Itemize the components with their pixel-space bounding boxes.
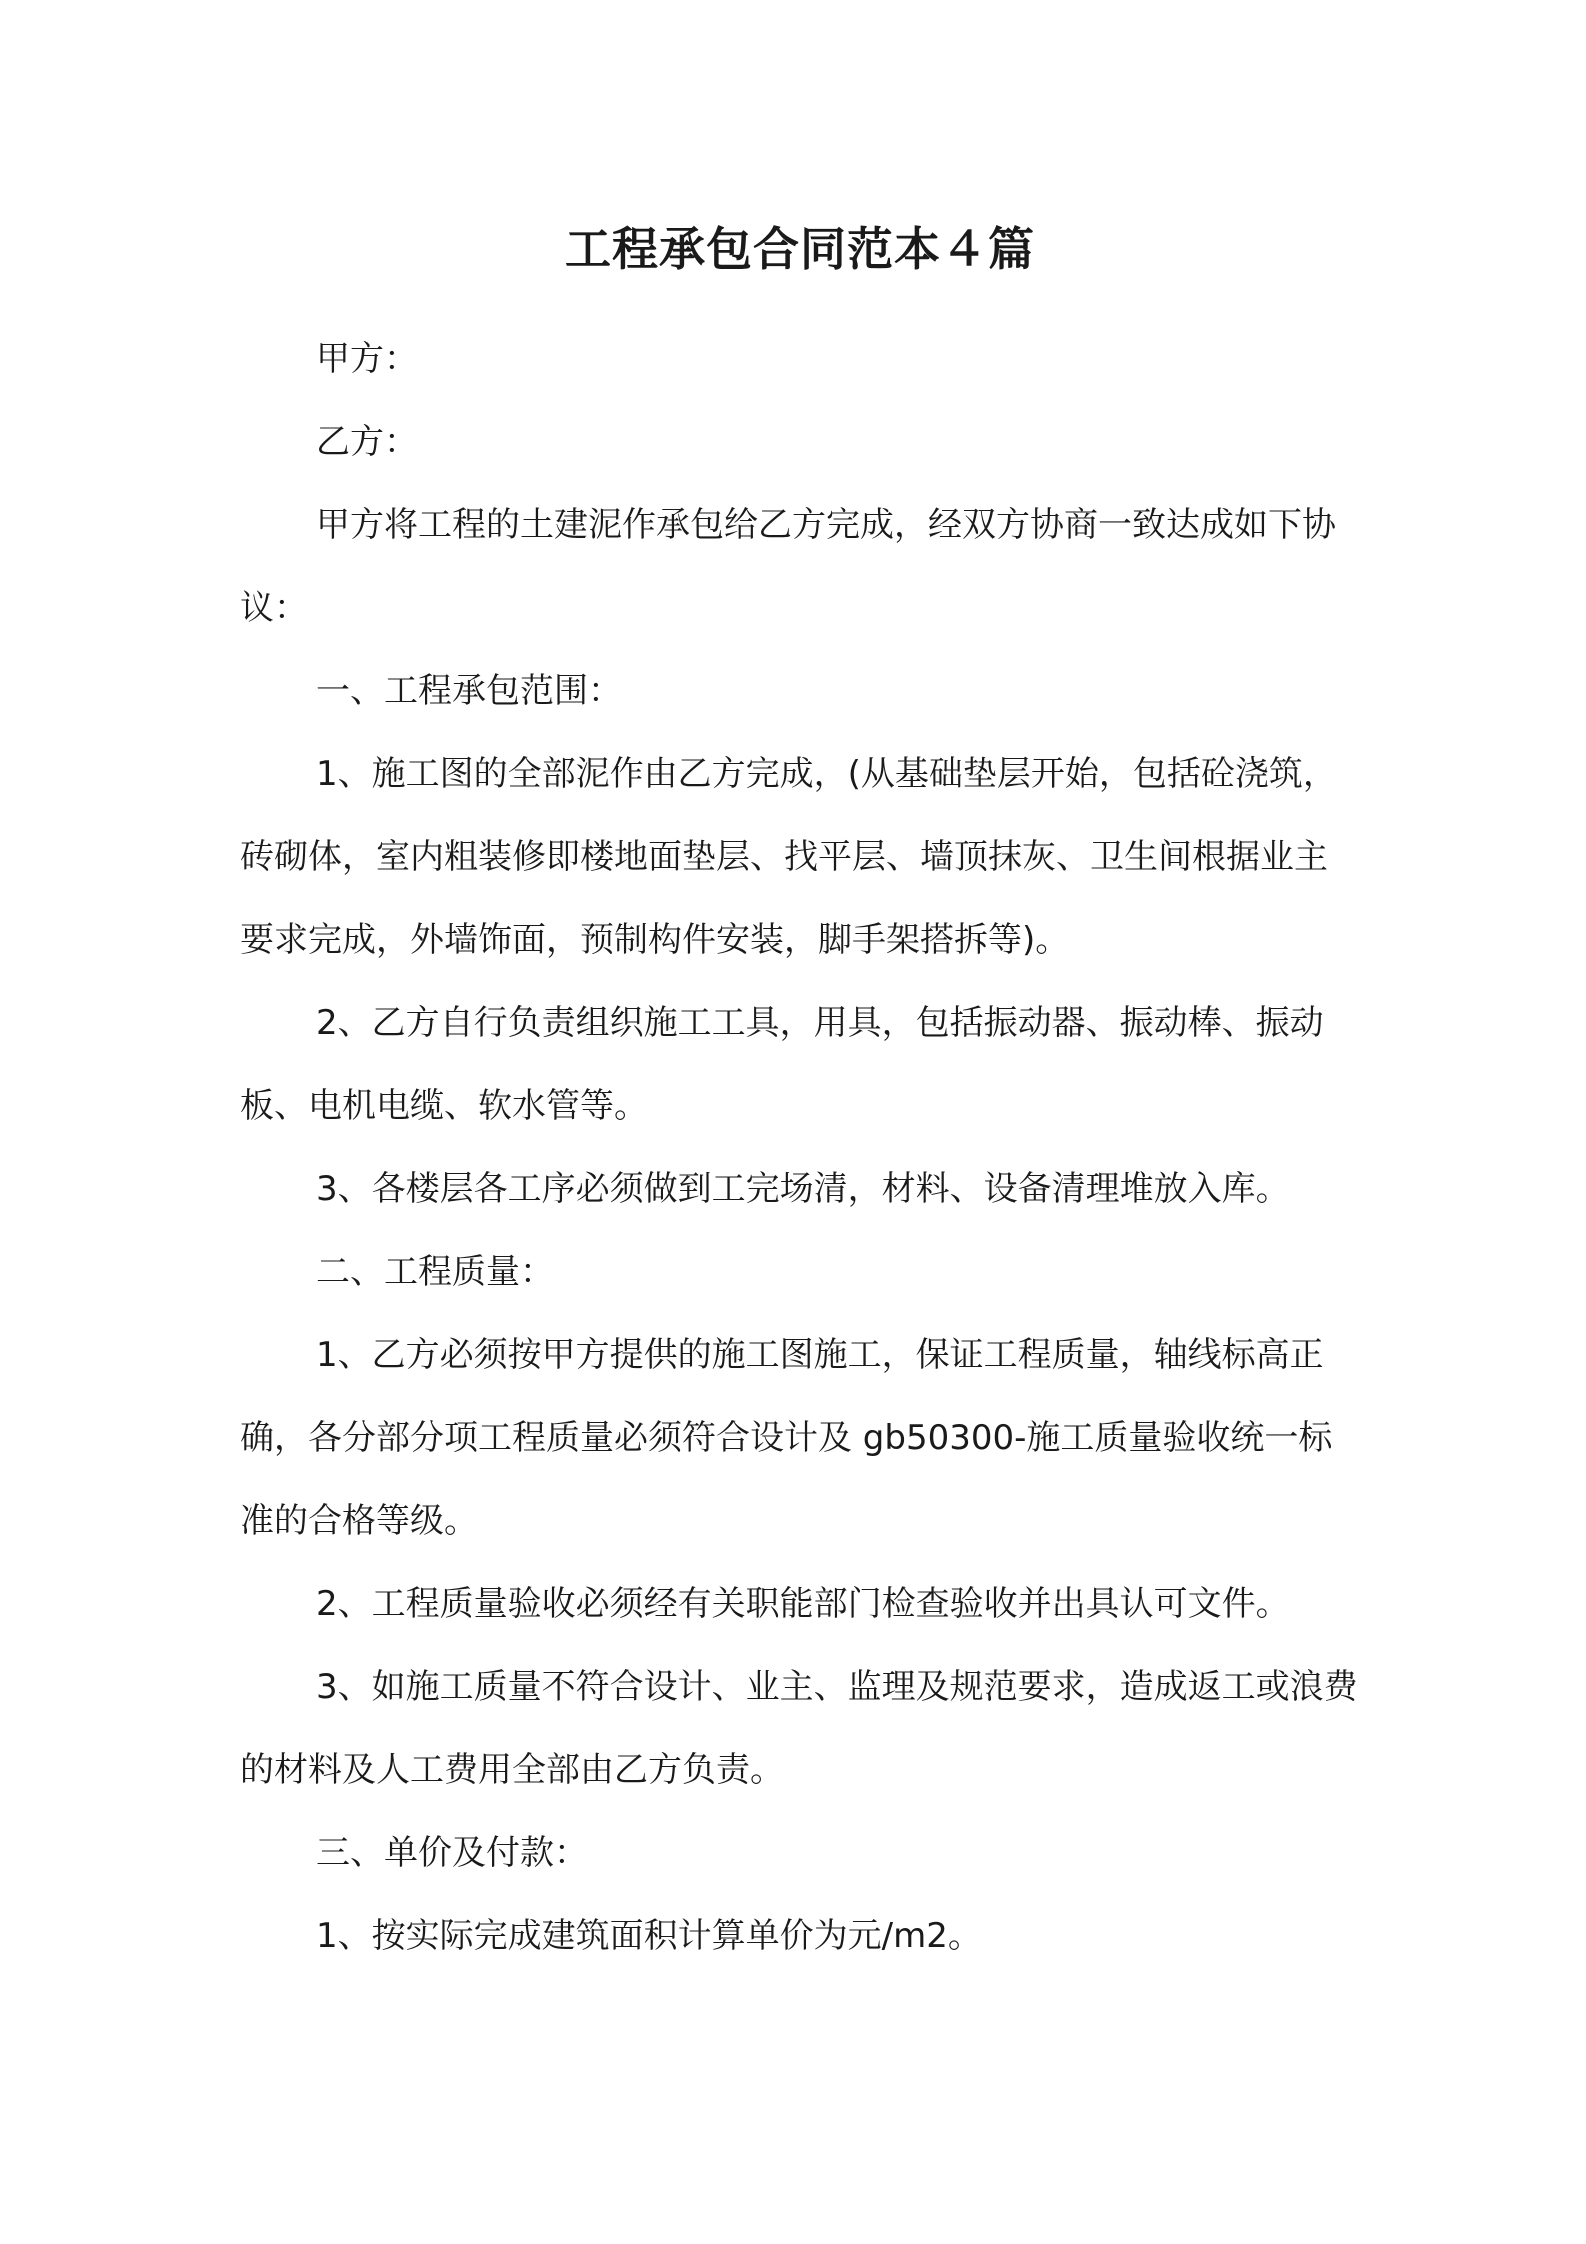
document-page bbox=[240, 205, 1360, 1978]
quality-clause-2: 2、工程质量验收必须经有关职能部门检查验收并出具认可文件。 bbox=[316, 1584, 1290, 1624]
section-heading-payment: 三、单价及付款： bbox=[316, 1833, 588, 1873]
scope-clause-1: 1、施工图的全部泥作由乙方完成，(从基础垫层开始，包括砼浇筑，砖砌体，室内粗装修即楼地面垫层、找平层、墙顶抹灰、卫生间根据业主要求完成，外墙饰面，预制构件安装，脚手架搭拆等)。 bbox=[240, 754, 1337, 960]
party-a-line: 甲方： bbox=[316, 339, 418, 379]
intro-paragraph: 甲方将工程的土建泥作承包给乙方完成，经双方协商一致达成如下协议： bbox=[240, 505, 1336, 628]
scope-clause-3: 3、各楼层各工序必须做到工完场清，材料、设备清理堆放入库。 bbox=[316, 1169, 1290, 1209]
scope-clause-2: 2、乙方自行负责组织施工工具，用具，包括振动器、振动棒、振动板、电机电缆、软水管等。 bbox=[240, 1003, 1324, 1126]
section-heading-scope: 一、工程承包范围： bbox=[316, 671, 622, 711]
quality-clause-1: 1、乙方必须按甲方提供的施工图施工，保证工程质量，轴线标高正确，各分部分项工程质量必须符合设计及 gb50300-施工质量验收统一标准的合格等级。 bbox=[240, 1335, 1333, 1541]
quality-clause-3: 3、如施工质量不符合设计、业主、监理及规范要求，造成返工或浪费的材料及人工费用全部由乙方负责。 bbox=[240, 1667, 1358, 1790]
section-heading-quality: 二、工程质量： bbox=[316, 1252, 554, 1292]
payment-clause-1: 1、按实际完成建筑面积计算单价为元/m2。 bbox=[316, 1916, 982, 1956]
party-b-line: 乙方： bbox=[316, 422, 418, 462]
document-title: 工程承包合同范本４篇 bbox=[565, 222, 1035, 276]
